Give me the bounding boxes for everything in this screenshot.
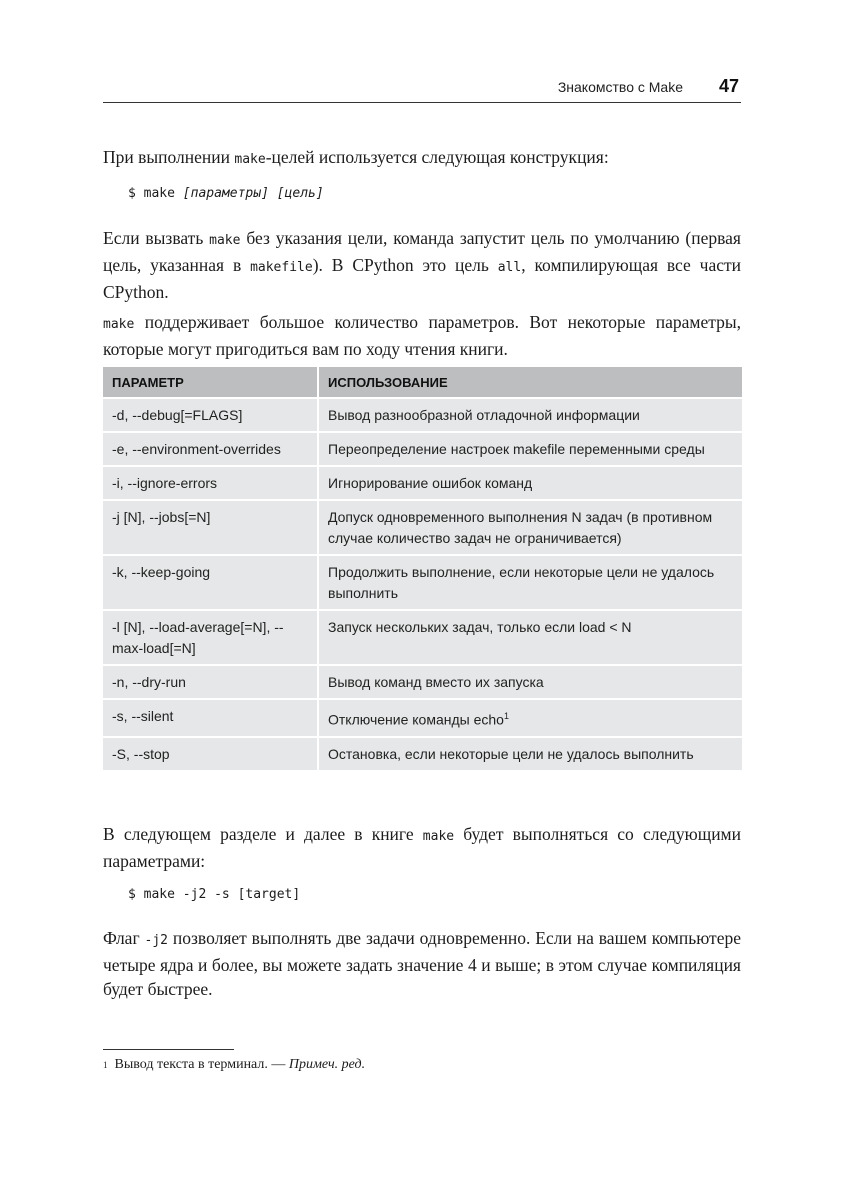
param-cell: -S, --stop [103, 738, 317, 770]
inline-code: make [103, 317, 135, 332]
code-placeholder-params: [параметры] [182, 186, 269, 201]
text: поддерживает большое количество параметров. Вот некоторые параметры, которые могут пригодиться вам по ходу чтения книги. [103, 312, 741, 359]
paragraph-4 [103, 822, 741, 873]
table-row [103, 433, 742, 465]
inline-code: make [234, 152, 266, 167]
table-row [103, 501, 742, 554]
text: будет выполняться со следующими параметрами: [103, 824, 741, 871]
param-cell: -d, --debug[=FLAGS] [103, 399, 317, 431]
usage-cell: Вывод команд вместо их запуска [319, 666, 742, 698]
param-cell: -n, --dry-run [103, 666, 317, 698]
text: В следующем разделе и далее в книге [103, 824, 423, 844]
usage-cell: Запуск нескольких задач, только если load < N [319, 611, 742, 664]
code-text: $ make [128, 186, 183, 201]
paragraph-2 [103, 226, 741, 304]
table-row [103, 399, 742, 431]
text: При выполнении [103, 147, 235, 167]
inline-code: make [209, 233, 241, 248]
usage-cell: Допуск одновременного выполнения N задач (в противном случае количество задач не ограничивается) [319, 501, 742, 554]
header-usage: ИСПОЛЬЗОВАНИЕ [319, 367, 742, 397]
footnote-divider [103, 1049, 234, 1050]
code-block-2: $ make -j2 -s [target] [128, 887, 301, 902]
param-cell: -e, --environment-overrides [103, 433, 317, 465]
page-number: 47 [718, 76, 739, 96]
table-row [103, 556, 742, 609]
inline-code: -j2 [144, 933, 169, 948]
footnote [103, 1055, 365, 1075]
text: позволяет выполнять две задачи одновременно. Если на вашем компьютере четыре ядра и более, вы можете задать значение 4 и выше; в этом случае компиляция будет быстрее. [103, 928, 741, 999]
paragraph-5 [103, 926, 741, 1001]
table-row [103, 666, 742, 698]
footnote-editor-note: Примеч. ред. [288, 1057, 366, 1072]
header-parameter: ПАРАМЕТР [103, 367, 317, 397]
text: без указания цели, команда запустит цель по умолчанию (первая цель, указанная в [103, 228, 741, 275]
code-placeholder-target: [цель] [276, 186, 324, 201]
usage-cell: Продолжить выполнение, если некоторые цели не удалось выполнить [319, 556, 742, 609]
table-row [103, 467, 742, 499]
text: -целей используется следующая конструкция: [265, 147, 609, 167]
page-header [103, 74, 741, 103]
usage-text: Отключение команды echo [328, 711, 504, 728]
table-row [103, 700, 742, 736]
usage-cell [319, 700, 742, 736]
running-title: Знакомство с Make [557, 79, 683, 95]
footnote-marker: 1 [503, 711, 509, 721]
param-cell: -k, --keep-going [103, 556, 317, 609]
code-block-1 [128, 186, 324, 201]
footnote-text: Вывод текста в терминал. — [114, 1057, 289, 1072]
usage-cell: Переопределение настроек makefile переменными среды [319, 433, 742, 465]
param-cell: -i, --ignore-errors [103, 467, 317, 499]
param-cell: -l [N], --load-average[=N], --max-load[=N] [103, 611, 317, 664]
paragraph-3 [103, 310, 741, 361]
usage-cell: Вывод разнообразной отладочной информации [319, 399, 742, 431]
table-row [103, 738, 742, 770]
usage-cell: Игнорирование ошибок команд [319, 467, 742, 499]
table-header-row [103, 367, 742, 397]
parameters-table [103, 367, 742, 772]
param-cell: -s, --silent [103, 700, 317, 736]
text: Если вызвать [103, 228, 210, 248]
param-cell: -j [N], --jobs[=N] [103, 501, 317, 554]
text: Флаг [103, 928, 145, 948]
footnote-number: 1 [103, 1060, 108, 1070]
paragraph-1 [103, 145, 741, 172]
inline-code: make [422, 829, 455, 844]
usage-cell: Остановка, если некоторые цели не удалось выполнить [319, 738, 742, 770]
text: , компилирующая все части CPython. [103, 255, 742, 302]
inline-code: makefile [250, 260, 313, 275]
text: ). В CPython это цель [312, 255, 498, 275]
table-row [103, 611, 742, 664]
inline-code: all [497, 260, 522, 275]
